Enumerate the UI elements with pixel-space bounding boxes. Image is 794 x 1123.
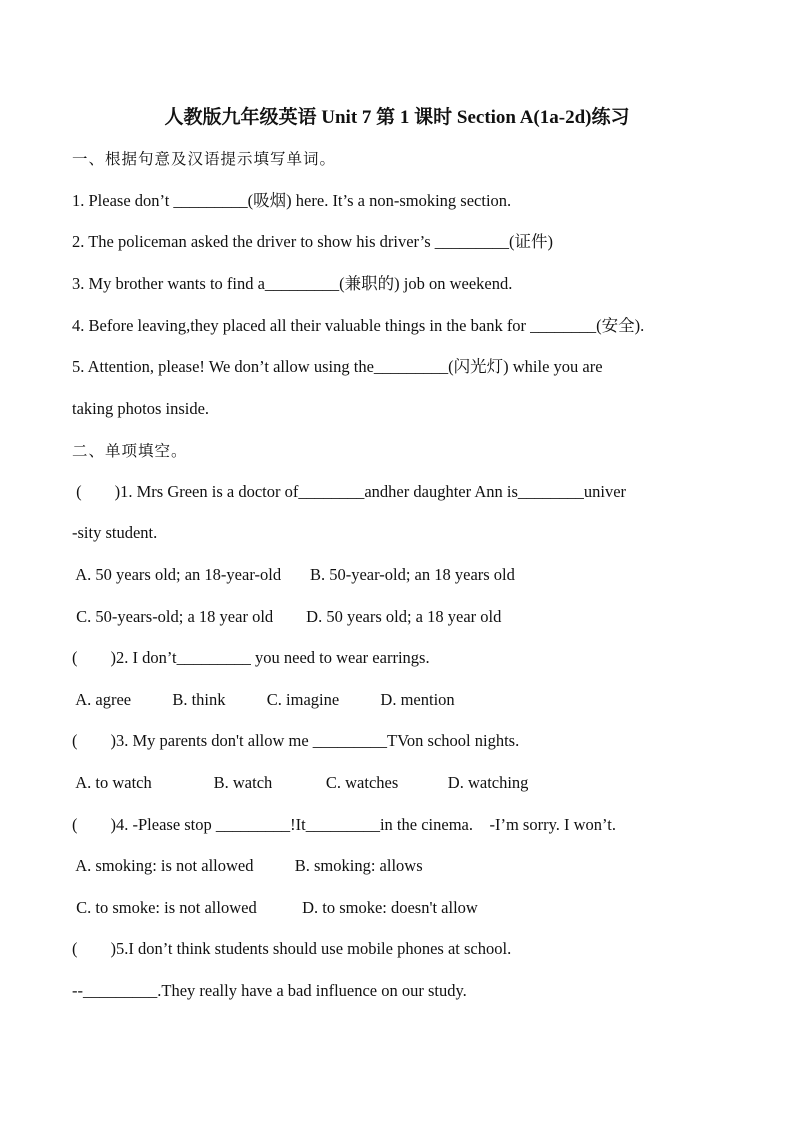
fill-in-question-1: 1. Please don’t _________(吸烟) here. It’s a non-smoking section. [72, 191, 512, 210]
mc-question-3-options: A. to watch B. watch C. watches D. watching [72, 773, 529, 792]
fill-in-question-2: 2. The policeman asked the driver to show his driver’s _________(证件) [72, 232, 554, 251]
mc-question-5: ( )5.I don’t think students should use mobile phones at school. [72, 939, 512, 958]
mc-question-2-options: A. agree B. think C. imagine D. mention [72, 690, 455, 709]
fill-in-question-4: 4. Before leaving,they placed all their valuable things in the bank for ________(安全). [72, 316, 645, 335]
mc-question-1-line-1: ( )1. Mrs Green is a doctor of________andher daughter Ann is________univer [72, 482, 627, 501]
mc-question-1-options-ab: A. 50 years old; an 18-year-old B. 50-year-old; an 18 years old [72, 565, 515, 584]
mc-question-1-line-2: -sity student. [72, 523, 158, 542]
page-title: 人教版九年级英语 Unit 7 第 1 课时 Section A(1a-2d)练习 [164, 107, 630, 128]
fill-in-question-5-line-1: 5. Attention, please! We don’t allow using the_________(闪光灯) while you are [72, 357, 603, 376]
mc-question-4: ( )4. -Please stop _________!It_________in the cinema. -I’m sorry. I won’t. [72, 815, 616, 834]
mc-question-4-options-cd: C. to smoke: is not allowed D. to smoke: doesn't allow [72, 898, 478, 917]
mc-question-3: ( )3. My parents don't allow me _________TVon school nights. [72, 731, 520, 750]
mc-question-4-options-ab: A. smoking: is not allowed B. smoking: allows [72, 856, 423, 875]
fill-in-question-3: 3. My brother wants to find a_________(兼职的) job on weekend. [72, 274, 513, 293]
mc-question-5-answer: --_________.They really have a bad influence on our study. [72, 981, 467, 1000]
mc-question-1-options-cd: C. 50-years-old; a 18 year old D. 50 years old; a 18 year old [72, 607, 502, 626]
fill-in-question-5-line-2: taking photos inside. [72, 399, 210, 418]
section-heading-multiple-choice: 二、单项填空。 [72, 442, 188, 460]
mc-question-2: ( )2. I don’t_________ you need to wear earrings. [72, 648, 430, 667]
section-heading-vocabulary: 一、根据句意及汉语提示填写单词。 [72, 150, 337, 168]
